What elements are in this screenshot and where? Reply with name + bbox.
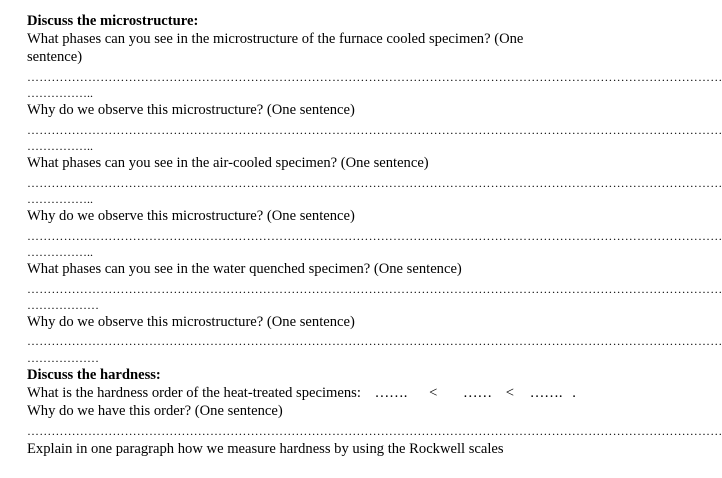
answer-line-tail[interactable]: ……………..: [27, 139, 93, 154]
question-air-why: Why do we observe this microstructure? (One sentence): [27, 208, 355, 224]
answer-line[interactable]: ………………………………………………………………………………………………………………………………………………………: [27, 228, 722, 243]
question-furnace-phases-cont: sentence): [27, 49, 83, 66]
hardness-order-question: What is the hardness order of the heat-treated specimens:: [27, 384, 361, 401]
question-furnace-why: Why do we observe this microstructure? (One sentence): [27, 102, 355, 119]
answer-line[interactable]: ………………………………………………………………………………………………………………………………………………………: [27, 70, 722, 85]
answer-line[interactable]: ………………………………………………………………………………………………………………………………………………………: [27, 334, 722, 349]
answer-line-tail[interactable]: ……………..: [27, 192, 93, 206]
worksheet: [27, 12, 722, 458]
answer-line[interactable]: ………………………………………………………………………………………………………………………………………………………: [27, 423, 722, 438]
order-end-period: .: [572, 384, 576, 401]
order-blank-1[interactable]: …….: [374, 384, 408, 401]
question-rockwell: Explain in one paragraph how we measure hardness by using the Rockwell scales: [27, 440, 504, 457]
question-hardness-why: Why do we have this order? (One sentence): [27, 403, 283, 419]
question-furnace-phases: What phases can you see in the microstructure of the furnace cooled specimen? (One: [27, 31, 524, 48]
order-blank-2[interactable]: ……: [462, 384, 493, 401]
answer-line[interactable]: ………………………………………………………………………………………………………………………………………………………: [27, 281, 722, 296]
less-than-sign: <: [429, 384, 438, 401]
answer-line-tail[interactable]: ……………..: [27, 244, 93, 259]
answer-line[interactable]: ………………………………………………………………………………………………………………………………………………………: [27, 175, 722, 190]
answer-line-tail[interactable]: ………………: [27, 297, 99, 312]
question-water-phases: What phases can you see in the water quenched specimen? (One sentence): [27, 260, 462, 277]
question-air-phases: What phases can you see in the air-cooled specimen? (One sentence): [27, 155, 429, 172]
hardness-order-row: [27, 384, 605, 402]
order-blank-3[interactable]: …….: [529, 384, 563, 401]
question-water-why: Why do we observe this microstructure? (One sentence): [27, 313, 355, 330]
hardness-heading: Discuss the hardness:: [27, 366, 161, 383]
less-than-sign: <: [505, 384, 515, 401]
answer-line[interactable]: ………………………………………………………………………………………………………………………………………………………: [27, 122, 722, 137]
microstructure-heading: Discuss the microstructure:: [27, 13, 199, 29]
answer-line-tail[interactable]: ……………..: [27, 86, 93, 101]
answer-line-tail[interactable]: ………………: [27, 350, 99, 365]
